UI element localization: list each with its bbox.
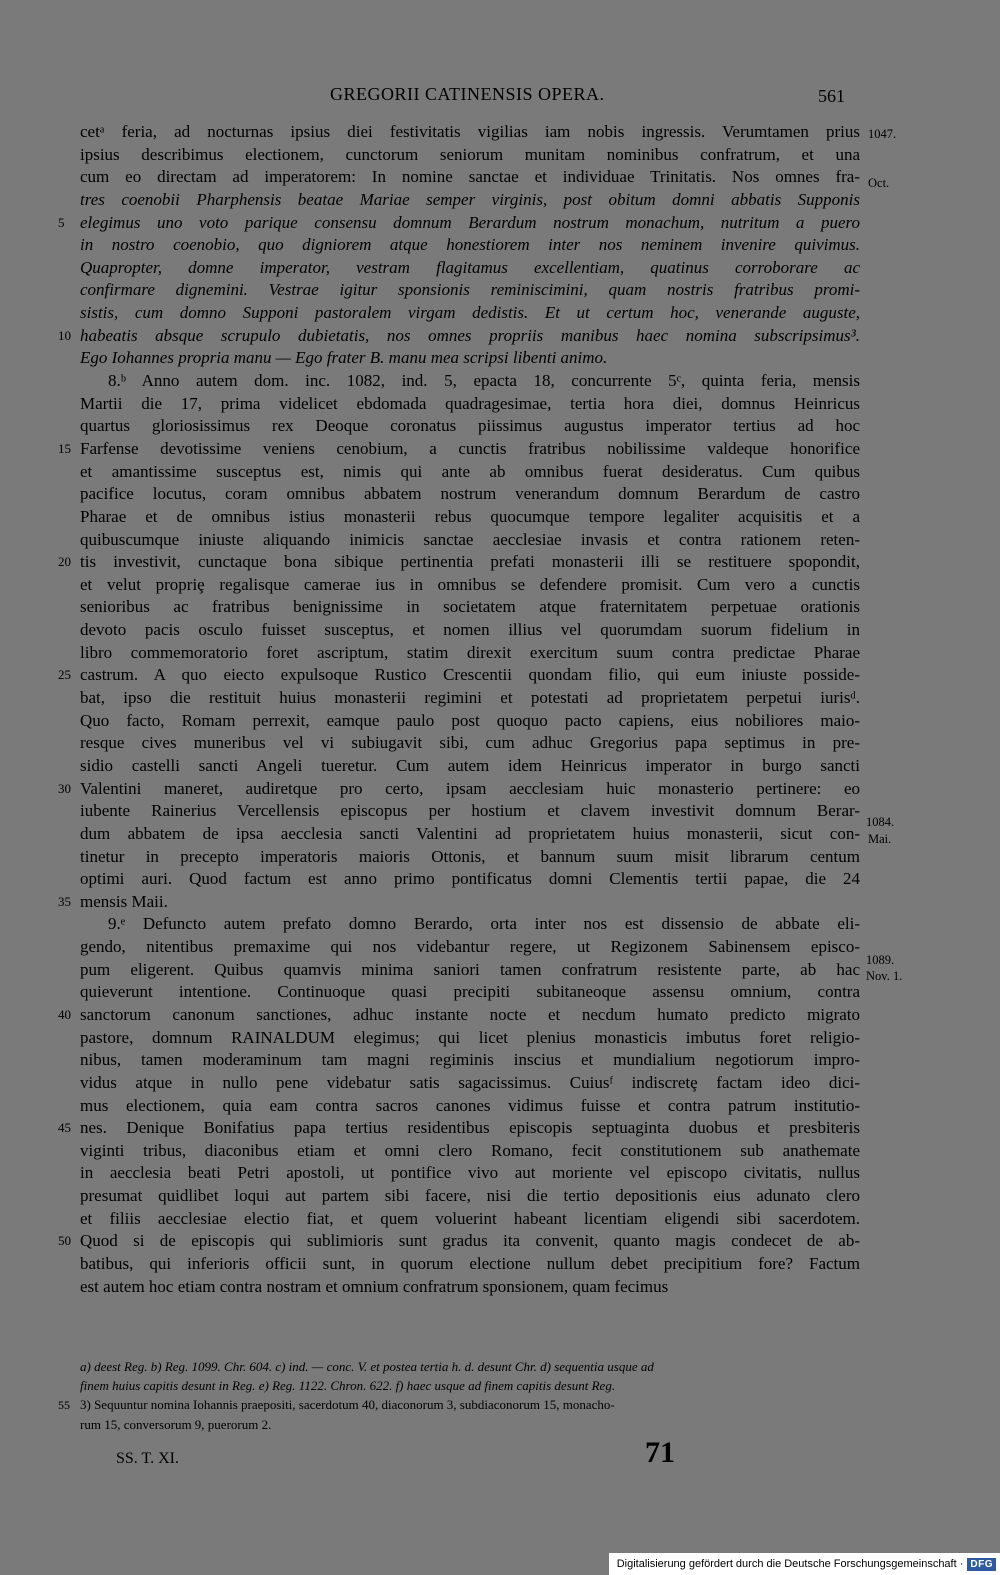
- text-line: [58, 212, 860, 235]
- line-number: 50: [58, 1233, 71, 1249]
- line-text: viginti tribus, diaconibus etiam et omni clero Romano, fecit constitutionem sub anathemate: [80, 1140, 860, 1160]
- line-text: sistis, cum domno Supponi pastoralem virgam dedistis. Et ut certum hoc, venerande auguste,: [80, 303, 860, 323]
- text-line: [80, 189, 860, 212]
- text-line: [58, 1004, 860, 1027]
- line-text: optimi auri. Quod factum est anno primo pontificatus domni Clementis tertii papae, die 24: [80, 869, 860, 889]
- text-line: [80, 687, 860, 710]
- text-line: [80, 1276, 860, 1299]
- text-line: [80, 642, 860, 665]
- line-text: in aecclesia beati Petri apostoli, ut pontifice vivo aut moriente vel episcopo civitatis, nullus: [80, 1163, 860, 1183]
- apparatus-line: a) deest Reg. b) Reg. 1099. Chr. 604. c) ind. — conc. V. et postea tertia h. d. desunt Chr. d) sequentia usque ad: [80, 1359, 654, 1374]
- text-line: [80, 936, 860, 959]
- line-text: est autem hoc etiam contra nostram et omnium confratrum sponsionem, quam fecimus: [80, 1276, 669, 1296]
- text-line: [80, 347, 860, 370]
- line-text: et velut propriȩ regalisque camerae ius in omnibus se defendere promisit. Cum vero a cunctis: [80, 574, 860, 594]
- line-text: quieverunt intentione. Continuoque quasi precipiti subitaneoque assensu omnium, contra: [80, 982, 860, 1002]
- margin-note-month: Oct.: [868, 176, 890, 190]
- text-line: [80, 596, 860, 619]
- line-number: 45: [58, 1120, 71, 1136]
- sheet-number: 71: [645, 1436, 675, 1469]
- text-line: [80, 981, 860, 1004]
- text-line: [58, 325, 860, 348]
- text-line: [80, 166, 860, 189]
- line-text: cetᵃ feria, ad nocturnas ipsius diei festivitatis vigilias iam nobis ingressis. Verumtamen prius: [80, 122, 860, 141]
- line-number: 10: [58, 327, 71, 343]
- line-text: Quod si de episcopis qui sublimioris sunt gradus ita convenit, quanto magis condecet de ab-: [80, 1231, 860, 1251]
- line-text: 9.ᵉ Defuncto autem prefato domno Berardo, orta inter nos est dissensio de abbate eli-: [108, 914, 860, 934]
- line-text: sanctorum canonum sanctiones, adhuc instante nocte et necdum humato predicto migrato: [80, 1004, 860, 1024]
- line-text: Quo facto, Romam perrexit, eamque paulo post quoquo pacto capiens, eius nobiliores maio-: [80, 710, 860, 730]
- footnote-text: rum 15, conversorum 9, puerorum 2.: [80, 1417, 272, 1432]
- text-line: [80, 1208, 860, 1231]
- text-line: [80, 1162, 860, 1185]
- line-text: batibus, qui inferioris officii sunt, in quorum electione nullum debet precipitium fore? Factum: [80, 1254, 860, 1274]
- text-line: [80, 121, 860, 144]
- line-text: Valentini maneret, audiretque pro certo, ipsam aecclesiam huic monasterio pertinere: eo: [80, 778, 860, 798]
- line-text: nes. Denique Bonifatius papa tertius residentibus episcopis septuaginta duobus et presbiteris: [80, 1118, 860, 1138]
- line-text: Farfense devotissime veniens cenobium, a cunctis fratribus nobilissime valdeque honorifice: [80, 438, 860, 458]
- text-line: [80, 1185, 860, 1208]
- text-line: [80, 959, 860, 982]
- line-text: vidus atque in nullo pene videbatur satis sagacissimus. Cuiusᶠ indiscretȩ factam ideo dici-: [80, 1072, 860, 1092]
- line-text: et filiis aecclesiae electio fiat, et quem voluerint habeant licentiam eligendi sibi sacerdotem.: [80, 1208, 860, 1228]
- line-number: 30: [58, 780, 71, 796]
- line-text: cum eo directam ad imperatorem: In nomine sanctae et individuae Trinitatis. Nos omnes fra-: [80, 167, 860, 187]
- dfg-logo: DFG: [967, 1558, 996, 1571]
- line-number: 25: [58, 667, 71, 683]
- text-line: [80, 800, 860, 823]
- text-line: [80, 144, 860, 167]
- line-text: Quapropter, domne imperator, vestram flagitamus excellentiam, quatinus corroborare ac: [80, 257, 860, 277]
- line-text: dum abbatem de ipsa aecclesia sancti Valentini ad proprietatem huius monasterii, sicut con-: [80, 823, 860, 843]
- line-text: tinetur in precepto imperatoris maioris Ottonis, et bannum suum misit librarum centum: [80, 846, 860, 866]
- page-number: 561: [818, 86, 845, 106]
- text-line: [80, 846, 860, 869]
- apparatus-line: finem huius capitis desunt in Reg. e) Reg. 1122. Chron. 622. f) haec usque ad finem capitis desunt Reg.: [80, 1378, 616, 1393]
- text-line: [80, 302, 860, 325]
- text-line: [80, 1049, 860, 1072]
- line-number: 15: [58, 440, 71, 456]
- line-text: 8.ᵇ Anno autem dom. inc. 1082, ind. 5, epacta 18, concurrente 5ᶜ, quinta feria, mensis: [108, 371, 860, 391]
- text-line: [80, 823, 860, 846]
- line-text: devoto pacis osculo fuisset susceptus, et nomen illius vel quorumdam suorum fidelium in: [80, 620, 860, 640]
- line-text: ipsius describimus electionem, cunctorum seniorum munitam nominibus confratrum, et una: [80, 144, 860, 164]
- text-line: [80, 393, 860, 416]
- text-line: [58, 1117, 860, 1140]
- line-text: iubente Rainerius Vercellensis episcopus per hostium et clavem investivit domnum Berar-: [80, 801, 860, 821]
- line-text: confirmare dignemini. Vestrae igitur sponsionis reminiscimini, quam nostris fratribus promi-: [80, 280, 860, 300]
- line-text: mensis Maii.: [80, 891, 168, 911]
- line-text: libro commemoratorio foret ascriptum, statim direxit exercitum suum contra predictae Pharae: [80, 642, 860, 662]
- line-text: mus electionem, quia eam contra sacros canones vidimus fuisse et contra patrum institutio-: [80, 1095, 860, 1115]
- text-line: [80, 461, 860, 484]
- line-number: 5: [58, 214, 65, 230]
- margin-note-date: Nov. 1.: [866, 969, 903, 983]
- line-text: tis investivit, cunctaque bona sibique pertinentia prefati monasterii illi se restituere spopondit,: [80, 552, 860, 572]
- line-text: quibuscumque iniuste aliquando inimicis sanctae aecclesiae invasis et contra rationem reten-: [80, 529, 860, 549]
- line-text: quartus gloriosissimus rex Deoque coronatus piissimus augustus imperator tertius ad hoc: [80, 416, 860, 436]
- funding-banner: [609, 1553, 1000, 1575]
- text-line: [80, 1027, 860, 1050]
- text-line: [80, 574, 860, 597]
- text-line: [80, 415, 860, 438]
- text-line: [58, 891, 860, 914]
- line-text: gendo, nitentibus premaxime qui nos videbantur regere, ut Regizonem Sabinensem episco-: [80, 937, 860, 957]
- text-line: [58, 438, 860, 461]
- line-number: 55: [58, 1398, 70, 1412]
- line-number: 20: [58, 554, 71, 570]
- text-line: [80, 755, 860, 778]
- footnote-line: [58, 1395, 860, 1415]
- text-line: [80, 1072, 860, 1095]
- line-text: tres coenobii Pharphensis beatae Mariae semper virginis, post obitum domni abbatis Supponis: [80, 189, 860, 209]
- line-text: resque cives muneribus vel vi subiugavit sibi, cum adhuc Gregorius papa septimus in pre-: [80, 733, 860, 753]
- line-text: castrum. A quo eiecto expulsoque Rustico Crescentii quondam filio, qui eum iniuste posside-: [80, 665, 860, 685]
- text-line: [58, 1230, 860, 1253]
- text-line: [80, 279, 860, 302]
- text-line: [58, 664, 860, 687]
- line-text: pum eligerent. Quibus quamvis minima saniori tamen confratrum resistente parte, ab hac: [80, 959, 860, 979]
- text-line: [58, 551, 860, 574]
- line-number: 40: [58, 1006, 71, 1022]
- line-text: Martii die 17, prima videlicet ebdomada quadragesimae, tertia hora diei, domnus Heinricus: [80, 393, 860, 413]
- main-text: [58, 121, 860, 1298]
- signature-mark: SS. T. XI.: [116, 1450, 179, 1467]
- margin-note-year: 1084.: [866, 815, 895, 829]
- line-text: in nostro coenobio, quo digniorem atque honestiorem inter nos neminem invenire quivimus.: [80, 235, 860, 255]
- footnotes: [58, 1357, 860, 1435]
- line-text: bat, ipso die restituit huius monasterii regimini et potestati ad proprietatem perpetui iurisᵈ.: [80, 688, 860, 708]
- text-line: [80, 370, 860, 393]
- line-text: pacifice locutus, coram omnibus abbatem nostrum venerandum domnum Berardum de castro: [80, 484, 860, 504]
- line-text: Pharae et de omnibus istius monasterii rebus quocumque tempore legaliter acquisitis et a: [80, 506, 860, 526]
- running-head: GREGORII CATINENSIS OPERA.: [330, 84, 605, 104]
- margin-note-year: 1047.: [868, 127, 897, 141]
- text-line: [80, 234, 860, 257]
- margin-note-year: 1089.: [866, 953, 895, 967]
- text-line: [80, 710, 860, 733]
- text-line: [80, 1140, 860, 1163]
- text-line: [80, 913, 860, 936]
- footnote-line: [80, 1415, 860, 1435]
- text-line: [80, 257, 860, 280]
- funding-text: Digitalisierung gefördert durch die Deutsche Forschungsgemeinschaft ·: [616, 1558, 964, 1570]
- text-line: [80, 619, 860, 642]
- line-number: 35: [58, 893, 71, 909]
- text-line: [80, 1095, 860, 1118]
- line-text: nibus, tamen moderaminum tam magni regiminis inscius et mundialium negotiorum impro-: [80, 1050, 860, 1070]
- text-line: [80, 868, 860, 891]
- line-text: sidio castelli sancti Angeli tueretur. Cum autem idem Heinricus imperator in burgo sancti: [80, 755, 860, 775]
- line-text: pastore, domnum RAINALDUM elegimus; qui licet plenius monasticis imbutus foret religio-: [80, 1027, 860, 1047]
- text-line: [80, 483, 860, 506]
- text-line: [80, 1253, 860, 1276]
- line-text: habeatis absque scrupulo dubietatis, nos omnes propriis manibus haec nomina subscripsimus³.: [80, 325, 860, 345]
- text-line: [58, 778, 860, 801]
- line-text: et amantissime susceptus est, nimis qui ante ab omnibus fuerat desideratus. Cum quibus: [80, 461, 860, 481]
- line-text: Ego Iohannes propria manu — Ego frater B. manu mea scripsi libenti animo.: [80, 348, 608, 368]
- line-text: presumat quidlibet loqui aut partem sibi facere, nisi die tertio depositionis eius adunato clero: [80, 1186, 860, 1206]
- line-text: elegimus uno voto parique consensu domnum Berardum nostrum monachum, nutritum a puero: [80, 212, 860, 232]
- line-text: senioribus ac fratribus benignissime in societatem atque fraternitatem perpetuae orationis: [80, 597, 860, 617]
- text-line: [80, 732, 860, 755]
- text-line: [80, 506, 860, 529]
- text-line: [80, 529, 860, 552]
- margin-note-month: Mai.: [868, 832, 892, 846]
- footnote-text: 3) Sequuntur nomina Iohannis praepositi, sacerdotum 40, diaconorum 3, subdiaconorum 15, monacho-: [80, 1397, 615, 1412]
